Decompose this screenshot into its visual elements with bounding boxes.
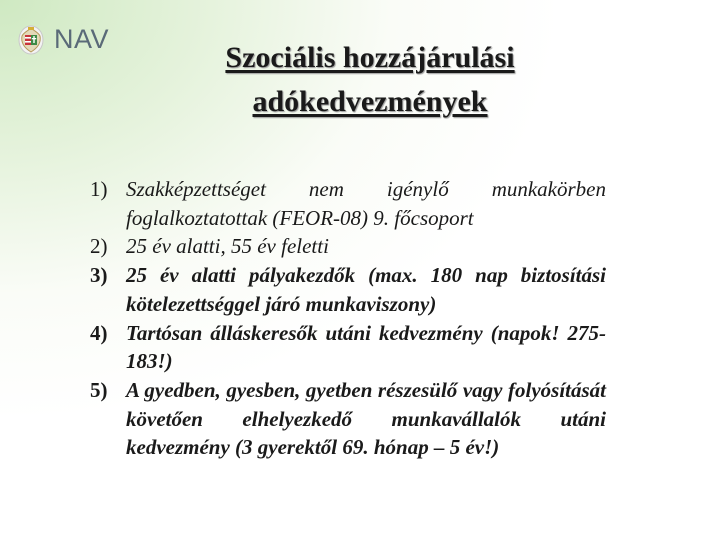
list-item-5: [90, 376, 606, 462]
discount-list: [90, 175, 606, 462]
item-number: 1): [90, 177, 108, 201]
list-item-3: [90, 261, 606, 318]
list-item-4: [90, 319, 606, 376]
title-line-1: Szociális hozzájárulási: [225, 41, 515, 74]
item-text: 25 év alatti, 55 év feletti: [126, 234, 329, 259]
hungarian-coat-of-arms-icon: [18, 22, 44, 56]
item-text: Tartósan álláskeresők utáni kedvezmény (napok! 275-183!): [126, 320, 606, 374]
page-title: [150, 36, 590, 124]
list-item-2: [90, 232, 606, 261]
item-text: A gyedben, gyesben, gyetben részesülő vagy folyósítását követően elhelyezkedő munkavállalók utáni kedvezmény (3 gyerektől 69. hónap – 5 év!): [126, 377, 606, 460]
nav-logo: [18, 22, 109, 56]
item-number: 5): [90, 377, 108, 402]
item-text: 25 év alatti pályakezdők (max. 180 nap biztosítási kötelezettséggel járó munkaviszony): [126, 263, 606, 316]
logo-text: NAV: [54, 23, 110, 54]
title-line-2: adókedvezmények: [252, 85, 488, 118]
item-number: 4): [90, 320, 108, 345]
item-number: 3): [90, 263, 108, 288]
item-text: Szakképzettséget nem igénylő munkakörben foglalkoztatottak (FEOR-08) 9. főcsoport: [126, 177, 606, 230]
item-number: 2): [90, 234, 108, 259]
list-item-1: [90, 175, 606, 232]
